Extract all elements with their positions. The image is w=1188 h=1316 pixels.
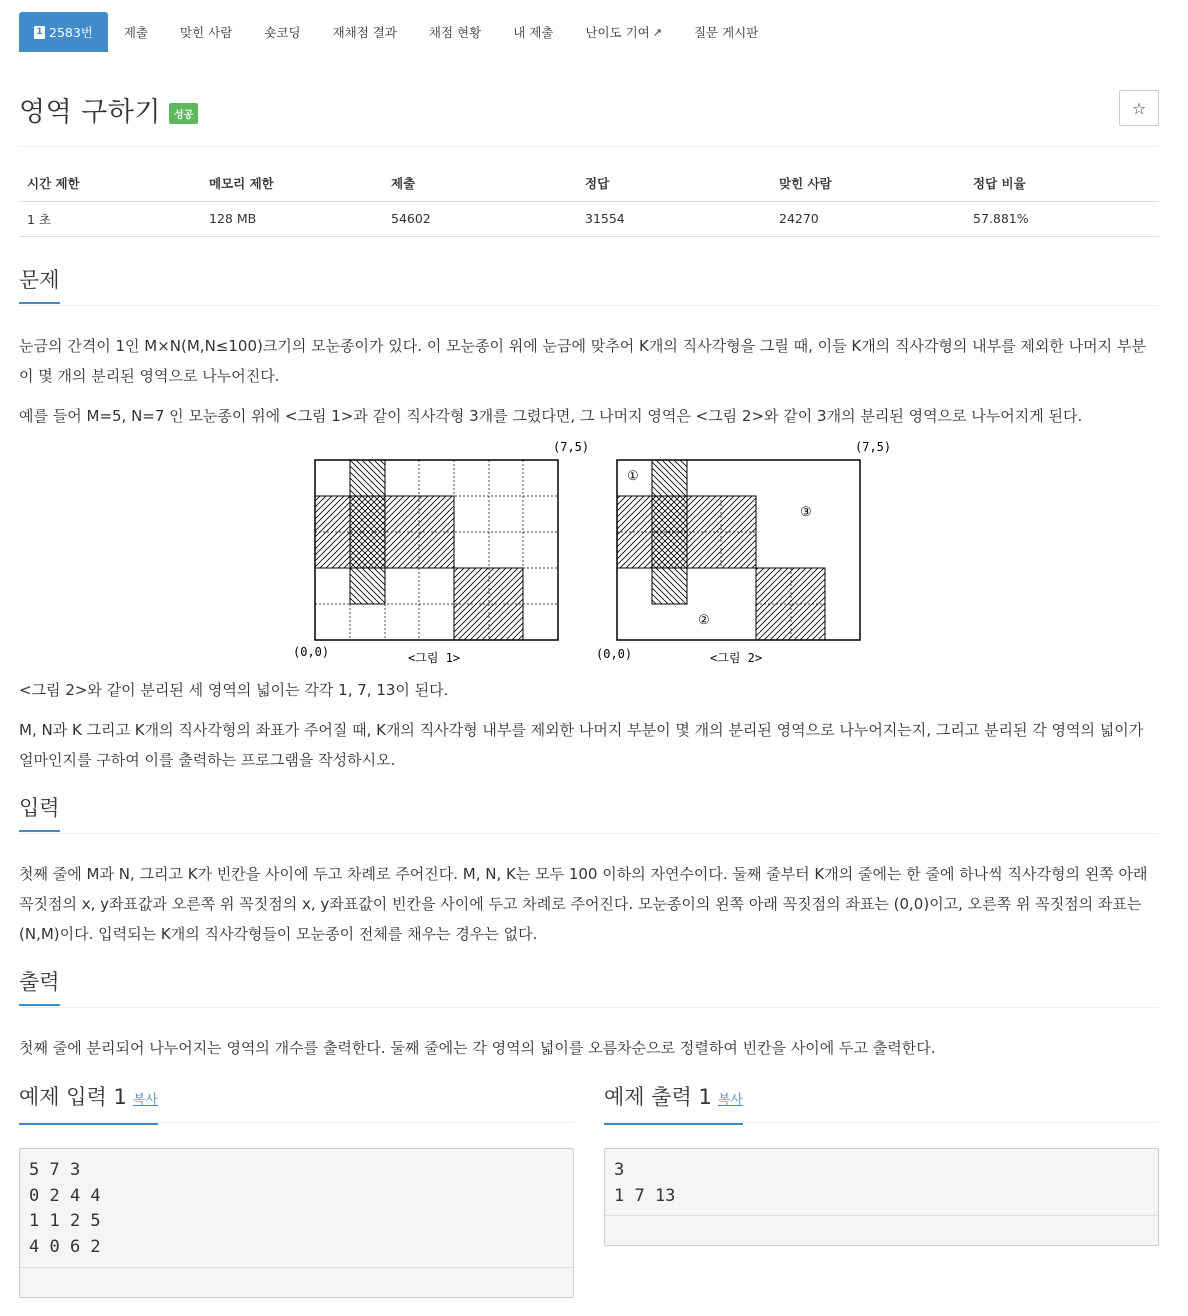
page-title: 영역 구하기 [19, 97, 161, 128]
input-headline [19, 794, 1159, 834]
output-section-title: 출력 [19, 968, 60, 1006]
value-time-limit: 1 초 [19, 201, 201, 236]
figure-2-origin-label: (0,0) [596, 647, 633, 661]
tab-difficulty[interactable] [569, 12, 678, 52]
figure-2-corner-label: (7,5) [855, 440, 892, 454]
value-accepted: 31554 [577, 201, 771, 236]
problem-figures [290, 436, 900, 670]
problem-headline [19, 266, 1159, 306]
output-headline [19, 968, 1159, 1008]
figures-svg [290, 436, 900, 670]
problem-paragraph-1: 눈금의 간격이 1인 M×N(M,N≤100)크기의 모눈종이가 있다. 이 모눈종이 위에 눈금에 맞추어 K개의 직사각형을 그릴 때, 이들 K개의 직사각형의 내부를 제외한 나머지 부분이 몇 개의 분리된 영역으로 나누어진다. [19, 337, 1146, 385]
header-solvers: 맞힌 사람 [771, 166, 965, 201]
tab-problem-label: 2583번 [49, 25, 93, 40]
problem-paragraph-2: 예를 들어 M=5, N=7 인 모눈종이 위에 <그림 1>과 같이 직사각형 3개를 그렸다면, 그 나머지 영역은 <그림 2>와 같이 3개의 분리된 영역으로 나누어지게 된다. [19, 407, 1083, 425]
sample-input-headline [19, 1083, 574, 1123]
tab-difficulty-label: 난이도 기여 [585, 25, 650, 40]
header-accepted: 정답 [577, 166, 771, 201]
external-link-icon: ↗ [652, 25, 662, 39]
input-section-title: 입력 [19, 794, 60, 832]
value-memory-limit: 128 MB [201, 201, 383, 236]
tab-solvers[interactable] [164, 12, 248, 52]
value-submissions: 54602 [383, 201, 577, 236]
tab-submit[interactable] [108, 12, 164, 52]
tab-status[interactable] [413, 12, 497, 52]
tab-my-submissions[interactable] [497, 12, 569, 52]
table-header-row [19, 166, 1159, 201]
copy-input-link[interactable]: 복사 [132, 1093, 158, 1108]
output-paragraph: 첫째 줄에 분리되어 나누어지는 영역의 개수를 출력한다. 둘째 줄에는 각 영역의 넓이를 오름차순으로 정렬하여 빈칸을 사이에 두고 출력한다. [19, 1039, 936, 1057]
divider [19, 146, 1159, 147]
sample-output-headline [604, 1083, 1159, 1123]
figure-2 [617, 460, 860, 640]
sample-output-title [604, 1083, 743, 1125]
sample-input-box [19, 1148, 574, 1298]
title-row [19, 90, 198, 129]
value-solvers: 24270 [771, 201, 965, 236]
copy-output-link[interactable]: 복사 [717, 1093, 743, 1108]
sample-input-title-text: 예제 입력 1 [19, 1085, 127, 1109]
region-1-marker: ① [627, 469, 639, 484]
problem-paragraph-4: M, N과 K 그리고 K개의 직사각형의 좌표가 주어질 때, K개의 직사각형 내부를 제외한 나머지 부분이 몇 개의 분리된 영역으로 나누어지는지, 그리고 분리된 각 영역의 넓이가 얼마인지를 구하여 이를 출력하는 프로그램을 작성하시오. [19, 721, 1144, 769]
input-paragraph: 첫째 줄에 M과 N, 그리고 K가 빈칸을 사이에 두고 차례로 주어진다. M, N, K는 모두 100 이하의 자연수이다. 둘째 줄부터 K개의 줄에는 한 줄에 하나씩 직사각형의 왼쪽 아래 꼭짓점의 x, y좌표값과 오른쪽 위 꼭짓점의 x, y좌표값이 빈칸을 사이에 두고 차례로 주어진다. 모눈종이의 왼쪽 아래 꼭짓점의 좌표는 (0,0)이고, 오른쪽 위 꼭짓점의 좌표는(N,M)이다. 입력되는 K개의 직사각형들이 모눈종이 전체를 채우는 경우는 없다. [19, 865, 1148, 943]
tab-short-coding[interactable] [248, 12, 316, 52]
tab-short-coding-label: 숏코딩 [264, 25, 301, 40]
tab-rejudge-label: 재채점 결과 [332, 25, 397, 40]
region-3-marker: ③ [800, 505, 812, 520]
figure-1-caption: <그림 1> [408, 651, 461, 665]
sample-input-footer [20, 1267, 573, 1297]
figure-1-corner-label: (7,5) [553, 440, 590, 454]
tab-solvers-label: 맞힌 사람 [180, 25, 233, 40]
figure-1 [315, 460, 558, 640]
tab-rejudge[interactable] [317, 12, 413, 52]
tab-board-label: 질문 게시판 [693, 25, 759, 40]
star-icon: ☆ [1131, 98, 1147, 118]
sample-input-title [19, 1083, 158, 1125]
sample-input-text: 5 7 3 0 2 4 4 1 1 2 5 4 0 6 2 [29, 1160, 101, 1257]
problem-tabs [19, 12, 774, 52]
region-2-marker: ② [698, 613, 710, 628]
tab-board[interactable] [678, 12, 774, 52]
problem-section-title: 문제 [19, 266, 60, 304]
status-badge: 성공 [169, 103, 198, 124]
tab-problem[interactable] [19, 12, 108, 52]
sample-output-text: 3 1 7 13 [614, 1160, 676, 1206]
value-ratio: 57.881% [965, 201, 1159, 236]
problem-info-table [19, 166, 1159, 237]
tier-badge-icon: 1 [34, 26, 45, 39]
figure-2-caption: <그림 2> [710, 651, 763, 665]
header-time-limit: 시간 제한 [19, 166, 201, 201]
header-memory-limit: 메모리 제한 [201, 166, 383, 201]
problem-paragraph-3: <그림 2>와 같이 분리된 세 영역의 넓이는 각각 1, 7, 13이 된다. [19, 681, 449, 699]
header-submissions: 제출 [383, 166, 577, 201]
header-ratio: 정답 비율 [965, 166, 1159, 201]
star-button[interactable] [1119, 90, 1159, 126]
sample-output-title-text: 예제 출력 1 [604, 1085, 712, 1109]
sample-output-footer [605, 1215, 1158, 1245]
sample-output-box [604, 1148, 1159, 1246]
tab-submit-label: 제출 [123, 25, 149, 40]
table-row [19, 201, 1159, 236]
figure-1-origin-label: (0,0) [293, 645, 330, 659]
tab-my-submissions-label: 내 제출 [513, 25, 554, 40]
tab-status-label: 채점 현황 [428, 25, 482, 40]
